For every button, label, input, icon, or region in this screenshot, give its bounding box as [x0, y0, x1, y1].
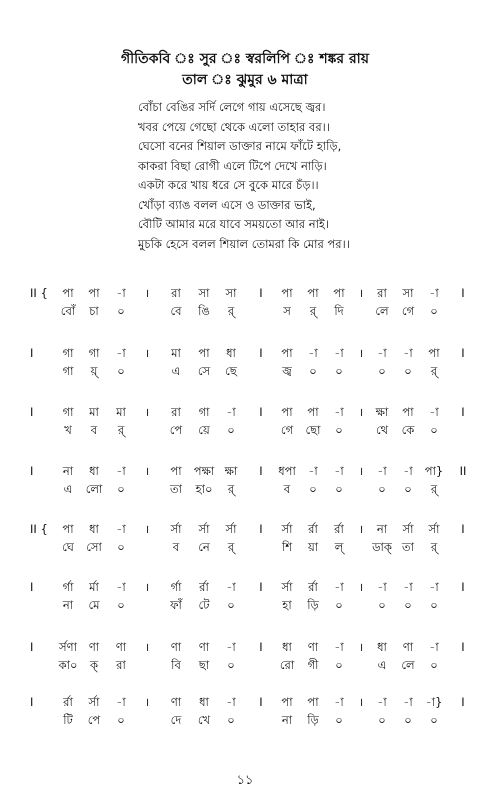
- swara-note: র্সা: [428, 522, 440, 536]
- lyric-syllable: র্: [227, 540, 235, 554]
- swara-note: ।: [144, 640, 150, 654]
- lyric-syllable: হা০: [195, 482, 213, 496]
- lyric-syllable: ০: [404, 598, 412, 612]
- lyric-syllable: গা: [62, 364, 74, 378]
- lyric-syllable: ০: [309, 482, 317, 496]
- lyric-syllable: জ্ব: [282, 364, 292, 378]
- swara-note: I: [30, 405, 34, 419]
- lyric-syllable: বি: [171, 658, 181, 672]
- swara-note: মা: [116, 405, 126, 419]
- lyric-syllable: দে: [170, 713, 182, 727]
- lyric-syllable: য়ে: [198, 423, 210, 437]
- swara-note: পা: [170, 464, 182, 478]
- swara-note: গা: [88, 346, 100, 360]
- lyric-syllable: ০: [335, 364, 343, 378]
- lyric-syllable: ০: [404, 713, 412, 727]
- lyric-syllable: র্: [227, 304, 235, 318]
- swara-note: -া: [334, 640, 344, 654]
- swara-note: মা: [89, 405, 99, 419]
- swara-note: I: [259, 405, 263, 419]
- swara-note: I: [461, 405, 465, 419]
- swara-note: ধপা: [278, 464, 296, 478]
- lyric-syllable: দি: [334, 304, 344, 318]
- swara-note: -া: [116, 580, 126, 594]
- swara-note: ণা: [115, 640, 127, 654]
- swara-note: পক্ষা: [193, 464, 215, 478]
- poem-lyrics: [138, 98, 350, 254]
- swara-note: রা: [171, 405, 181, 419]
- lyric-syllable: লো: [85, 482, 103, 496]
- swara-note: র্মা: [89, 580, 99, 594]
- swara-note: পা: [307, 286, 319, 300]
- lyric-syllable: ০: [430, 713, 438, 727]
- poem-line: ঘেসো বনের শিয়াল ডাক্তার নামে ফাঁটে হাড়ি,: [138, 139, 342, 153]
- lyric-syllable: ল্: [334, 540, 344, 554]
- swara-note: পা: [62, 286, 74, 300]
- swara-note: -া: [116, 346, 126, 360]
- lyric-syllable: পে: [169, 423, 183, 437]
- lyric-syllable: না: [281, 713, 293, 727]
- lyric-syllable: সো: [86, 540, 102, 554]
- swara-note: I: [30, 464, 34, 478]
- swara-note: সা: [402, 286, 414, 300]
- poem-line: বৌটি আমার মরে যাবে সময়তো আর নাই।: [138, 217, 329, 231]
- lyric-syllable: র্: [227, 482, 235, 496]
- swara-note: ধা: [89, 464, 99, 478]
- lyric-syllable: ০: [117, 598, 125, 612]
- swara-note: ক্ষা: [224, 464, 238, 478]
- lyric-syllable: ০: [335, 482, 343, 496]
- lyric-syllable: টি: [63, 713, 73, 727]
- swara-note: -া: [226, 580, 236, 594]
- lyric-syllable: ০: [335, 713, 343, 727]
- swara-note: -া: [334, 346, 344, 360]
- notation-stanza: [0, 695, 490, 735]
- lyric-syllable: র্: [430, 540, 438, 554]
- swara-note: পা: [402, 405, 414, 419]
- swara-note: I: [259, 695, 263, 709]
- lyric-syllable: রো: [279, 658, 295, 672]
- swara-note: পা: [281, 695, 293, 709]
- lyric-syllable: ঘে: [62, 540, 74, 554]
- swara-note: ধা: [282, 640, 292, 654]
- lyric-syllable: লে: [375, 304, 389, 318]
- swara-note: -া: [226, 405, 236, 419]
- swara-note: র্সা: [88, 695, 100, 709]
- swara-note: -া: [334, 580, 344, 594]
- swara-note: পা: [333, 286, 345, 300]
- swara-note: -া: [334, 464, 344, 478]
- swara-note: না: [376, 522, 388, 536]
- swara-note: র্রা: [63, 695, 73, 709]
- swara-note: -া: [403, 580, 413, 594]
- swara-note: মা: [171, 346, 181, 360]
- swara-note: -া: [116, 464, 126, 478]
- swara-note: I: [461, 286, 465, 300]
- lyric-syllable: য়্: [90, 364, 98, 378]
- swara-note: ।: [144, 286, 150, 300]
- swara-note: র্সা: [198, 522, 210, 536]
- lyric-syllable: ০: [227, 713, 235, 727]
- swara-note: -া: [403, 695, 413, 709]
- lyric-syllable: এ: [377, 658, 387, 672]
- lyric-syllable: ০: [335, 598, 343, 612]
- swara-note: সা: [198, 286, 210, 300]
- swara-note: I: [461, 580, 465, 594]
- swara-note: ণা: [198, 640, 210, 654]
- lyric-syllable: ০: [117, 540, 125, 554]
- swara-note: -া: [377, 580, 387, 594]
- swara-note: -া: [377, 464, 387, 478]
- lyric-syllable: লে: [401, 658, 415, 672]
- swara-note: ।: [144, 464, 150, 478]
- lyric-syllable: সে: [197, 364, 211, 378]
- lyric-syllable: স: [283, 304, 291, 318]
- swara-note: -া: [429, 580, 439, 594]
- lyric-syllable: কা০: [58, 658, 78, 672]
- lyric-syllable: গে: [401, 304, 415, 318]
- swara-note: -া: [334, 695, 344, 709]
- swara-note: ।: [358, 464, 364, 478]
- swara-note: র্গা: [170, 580, 182, 594]
- page-number: ১১: [236, 773, 254, 788]
- lyric-syllable: ০: [309, 364, 317, 378]
- lyric-syllable: ০: [430, 304, 438, 318]
- lyric-syllable: তা: [170, 482, 182, 496]
- lyric-syllable: য়া: [307, 540, 319, 554]
- poem-line: খবর পেয়ে গেছো থেকে এলো তাহার বর।।: [138, 119, 330, 134]
- swara-note: পা: [88, 286, 100, 300]
- lyric-syllable: ০: [430, 658, 438, 672]
- swara-note: পা: [307, 405, 319, 419]
- swara-note: I: [259, 346, 263, 360]
- swara-note: I: [30, 640, 34, 654]
- lyric-syllable: ০: [404, 364, 412, 378]
- swara-note: ।: [144, 405, 150, 419]
- swara-note: পা: [281, 286, 293, 300]
- lyric-syllable: ০: [430, 598, 438, 612]
- poem-line: মুচকি হেসে বলল শিয়াল তোমরা কি মোর পর।।: [138, 236, 350, 251]
- swara-note: র্সা: [402, 522, 414, 536]
- lyric-syllable: ০: [227, 658, 235, 672]
- swara-note: ।: [358, 346, 364, 360]
- lyric-syllable: ০: [117, 482, 125, 496]
- swara-note: ধা: [377, 640, 387, 654]
- lyric-syllable: নে: [198, 540, 210, 554]
- swara-note: -া: [429, 286, 439, 300]
- lyric-syllable: র্: [430, 482, 438, 496]
- swara-note: ।: [144, 580, 150, 594]
- lyric-syllable: র্: [430, 364, 438, 378]
- swara-note: র্সা: [281, 522, 293, 536]
- lyric-syllable: র্: [309, 304, 317, 318]
- credits-heading: গীতিকবি ঃ সুর ঃ স্বরলিপি ঃ শঙ্কর রায়: [121, 51, 369, 67]
- poem-line: খোঁড়া ব্যাঙ বলল এসে ও ডাক্তার ভাই,: [138, 197, 316, 212]
- swara-note: ।: [358, 640, 364, 654]
- lyric-syllable: ছে: [225, 364, 237, 378]
- lyric-syllable: এ: [63, 482, 73, 496]
- lyric-syllable: ড়ি: [307, 598, 319, 612]
- swara-note: ণা: [170, 640, 182, 654]
- swara-note: ক্ষা: [375, 405, 389, 419]
- notation-stanza: [0, 346, 490, 386]
- lyric-syllable: ক্: [89, 658, 99, 672]
- poem-line: একটা করে খায় ধরে সে বুকে মারে চঁড়।।: [138, 178, 319, 192]
- lyric-syllable: ব: [172, 540, 180, 554]
- swara-note: -া: [116, 695, 126, 709]
- lyric-syllable: ০: [117, 364, 125, 378]
- lyric-syllable: থে: [375, 423, 389, 437]
- lyric-syllable: র্: [117, 423, 125, 437]
- lyric-syllable: তা: [402, 540, 414, 554]
- swara-note: -া: [226, 695, 236, 709]
- lyric-syllable: রা: [116, 658, 126, 672]
- swara-note: -া: [116, 522, 126, 536]
- lyric-syllable: ছা: [198, 658, 210, 672]
- swara-note: -া: [308, 464, 318, 478]
- swara-note: ।: [358, 695, 364, 709]
- lyric-syllable: কে: [401, 423, 415, 437]
- lyric-syllable: ব: [90, 423, 98, 437]
- swara-note: র্সা: [170, 522, 182, 536]
- swara-note: -া: [403, 464, 413, 478]
- lyric-syllable: শি: [281, 540, 293, 554]
- swara-note: গা: [198, 405, 210, 419]
- swara-note: I: [461, 346, 465, 360]
- swara-note: র্রা: [334, 522, 344, 536]
- swara-note: র্সণা: [59, 640, 77, 654]
- notation-stanza: [0, 522, 490, 562]
- swara-note: I: [461, 522, 465, 536]
- swara-note: সা: [225, 286, 237, 300]
- lyric-syllable: ০: [404, 482, 412, 496]
- swara-note: গা: [62, 346, 74, 360]
- swara-note: ।: [358, 522, 364, 536]
- swara-note: I: [259, 286, 263, 300]
- lyric-syllable: ফাঁ: [170, 598, 182, 612]
- swara-note: রা: [171, 286, 181, 300]
- lyric-syllable: ০: [335, 658, 343, 672]
- lyric-syllable: গী: [307, 658, 319, 672]
- swara-note: পা: [198, 346, 210, 360]
- lyric-syllable: খে: [197, 713, 211, 727]
- lyric-syllable: ০: [117, 713, 125, 727]
- lyric-syllable: ০: [117, 304, 125, 318]
- notation-stanza: [0, 405, 490, 445]
- lyric-syllable: মে: [88, 598, 100, 612]
- swara-note: র্রা: [308, 580, 318, 594]
- lyric-syllable: বোঁ: [60, 304, 76, 318]
- swara-note: গা: [62, 405, 74, 419]
- notation-stanza: [0, 580, 490, 620]
- swara-note: I: [30, 580, 34, 594]
- swara-note: II {: [30, 286, 48, 300]
- swara-note: -া}: [425, 695, 443, 709]
- lyric-syllable: ঙি: [198, 304, 210, 318]
- notation-stanza: [0, 464, 490, 504]
- swara-note: ।: [358, 580, 364, 594]
- lyric-syllable: ০: [227, 598, 235, 612]
- swara-note: র্রা: [199, 580, 209, 594]
- swara-note: না: [62, 464, 74, 478]
- lyric-syllable: ০: [227, 423, 235, 437]
- swara-note: র্রা: [308, 522, 318, 536]
- swara-note: র্গা: [62, 580, 74, 594]
- lyric-syllable: ড়ি: [307, 713, 319, 727]
- swara-note: I: [461, 695, 465, 709]
- lyric-syllable: পে: [87, 713, 101, 727]
- swara-note: I: [461, 640, 465, 654]
- swara-note: -া: [403, 346, 413, 360]
- swara-note: ধা: [199, 695, 209, 709]
- swara-note: II: [459, 464, 467, 478]
- swara-note: II {: [30, 522, 48, 536]
- swara-note: র্সা: [281, 580, 293, 594]
- lyric-syllable: বে: [170, 304, 182, 318]
- swara-note: ণা: [88, 640, 100, 654]
- swara-note: -া: [226, 640, 236, 654]
- lyric-syllable: ০: [378, 598, 386, 612]
- swara-note: -া: [116, 286, 126, 300]
- swara-note: ।: [144, 522, 150, 536]
- swara-note: I: [259, 464, 263, 478]
- swara-note: পা: [281, 346, 293, 360]
- swara-note: পা}: [424, 464, 444, 478]
- lyric-syllable: হা: [282, 598, 292, 612]
- taal-heading: তাল ঃ ঝুমুর ৬ মাত্রা: [182, 72, 308, 88]
- lyric-syllable: ছো: [305, 423, 321, 437]
- lyric-syllable: চা: [89, 304, 99, 318]
- swara-note: I: [259, 522, 263, 536]
- lyric-syllable: ০: [430, 423, 438, 437]
- swara-note: ধা: [89, 522, 99, 536]
- swara-note: I: [259, 580, 263, 594]
- lyric-syllable: এ: [171, 364, 181, 378]
- notation-stanza: [0, 286, 490, 326]
- poem-line: কাকরা বিছা রোগী এলে টিপে দেখে নাড়ি।: [138, 158, 327, 173]
- swara-note: পা: [307, 695, 319, 709]
- swara-note: ণা: [170, 695, 182, 709]
- swara-note: পা: [428, 346, 440, 360]
- swara-note: ।: [358, 405, 364, 419]
- swara-note: -া: [334, 405, 344, 419]
- lyric-syllable: ০: [335, 423, 343, 437]
- swara-note: -া: [377, 695, 387, 709]
- swara-note: -া: [308, 346, 318, 360]
- lyric-syllable: গে: [280, 423, 294, 437]
- swara-note: -া: [429, 405, 439, 419]
- swara-note: রা: [377, 286, 387, 300]
- swara-note: I: [259, 640, 263, 654]
- swara-note: -া: [377, 346, 387, 360]
- lyric-syllable: টে: [198, 598, 210, 612]
- swara-note: ।: [358, 286, 364, 300]
- lyric-syllable: না: [62, 598, 74, 612]
- swara-note: -া: [429, 640, 439, 654]
- lyric-syllable: ০: [378, 482, 386, 496]
- poem-line: বোঁচা বেঙির সর্দি লেগে গায় এসেছে জ্বর।: [138, 100, 326, 114]
- swara-note: ণা: [307, 640, 319, 654]
- swara-note: I: [30, 346, 34, 360]
- swara-note: পা: [281, 405, 293, 419]
- swara-note: ।: [144, 346, 150, 360]
- swara-note: ধা: [226, 346, 236, 360]
- swara-note: ণা: [402, 640, 414, 654]
- lyric-syllable: ডাক্: [372, 540, 392, 554]
- notation-stanza: [0, 640, 490, 680]
- swara-note: I: [30, 695, 34, 709]
- swara-note: পা: [62, 522, 74, 536]
- lyric-syllable: খ: [64, 423, 72, 437]
- swara-note: ।: [144, 695, 150, 709]
- lyric-syllable: ব: [283, 482, 291, 496]
- swara-note: র্সা: [225, 522, 237, 536]
- lyric-syllable: ০: [378, 713, 386, 727]
- lyric-syllable: ০: [378, 364, 386, 378]
